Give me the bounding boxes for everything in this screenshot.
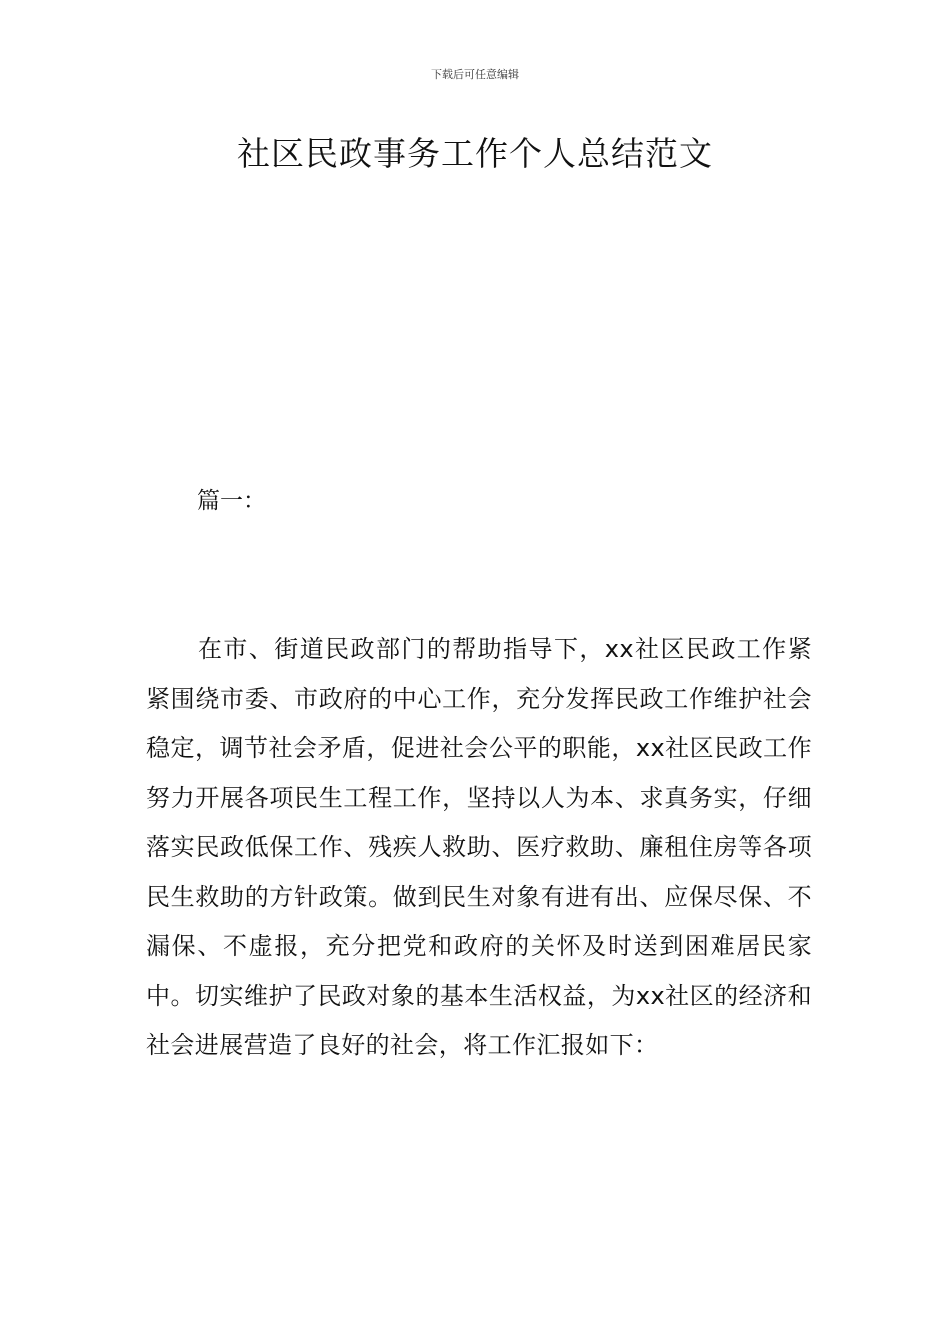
section-label: 篇一： [197,488,266,514]
document-title: 社区民政事务工作个人总结范文 [237,134,713,173]
header-note: 下载后可任意编辑 [431,68,519,81]
body-paragraph: 在市、街道民政部门的帮助指导下，xx社区民政工作紧紧围绕市委、市政府的中心工作，充分发挥民政工作维护社会稳定，调节社会矛盾，促进社会公平的职能，xx社区民政工作努力开展各项民生工程工作，坚持以人为本、求真务实，仔细落实民政低保工作、残疾人救助、医疗救助、廉租住房等各项民生救助的方针政策。做到民生对象有进有出、应保尽保、不漏保、不虚报，充分把党和政府的关怀及时送到困难居民家中。切实维护了民政对象的基本生活权益，为xx社区的经济和社会进展营造了良好的社会，将工作汇报如下： [146,635,812,1059]
